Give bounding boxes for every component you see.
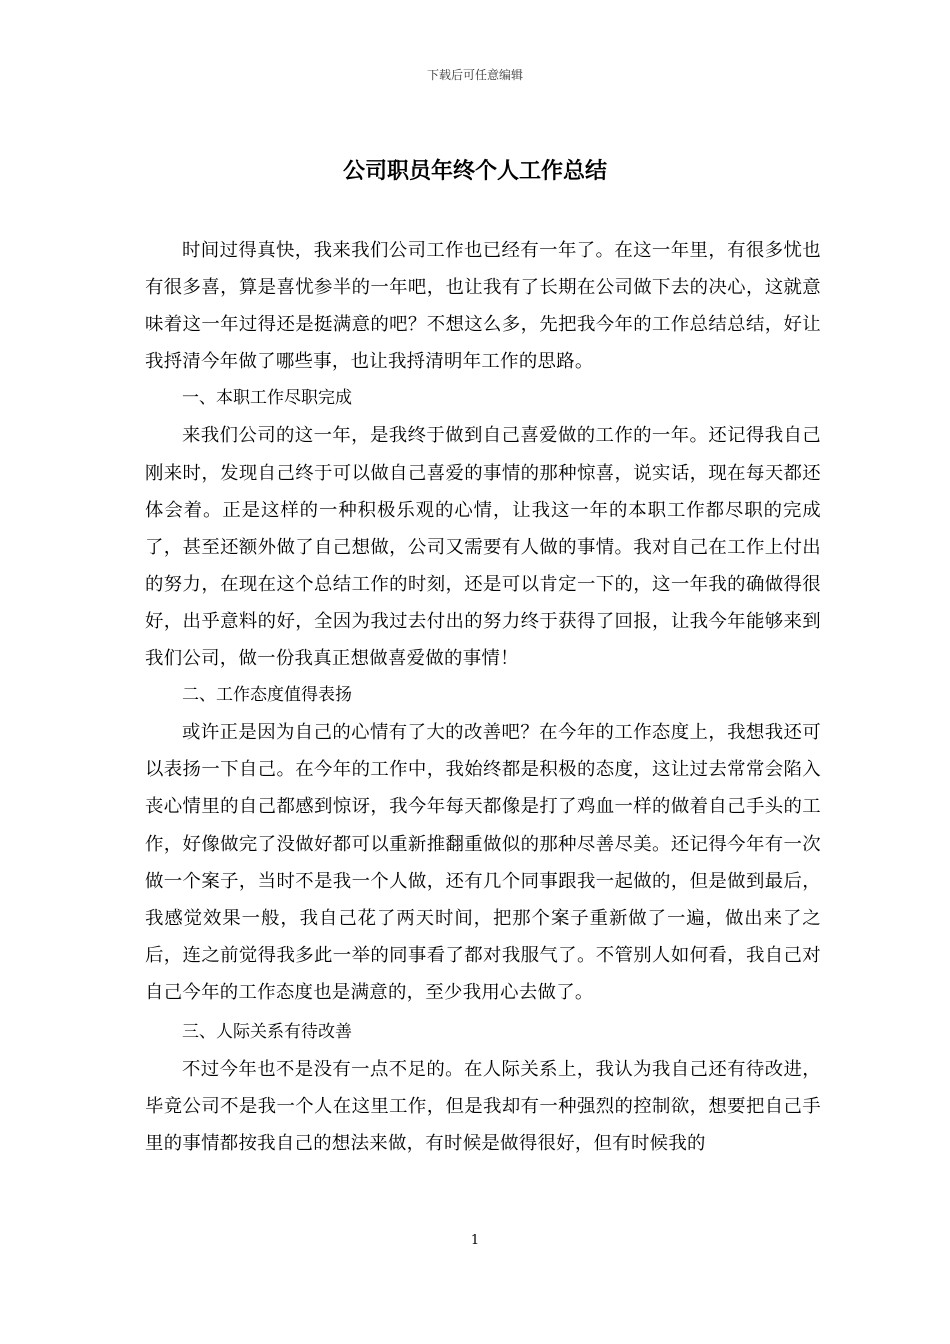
section-paragraph-duties: 来我们公司的这一年，是我终于做到自己喜爱做的工作的一年。还记得我自己刚来时，发现自己终于可以做自己喜爱的事情的那种惊喜，说实话，现在每天都还体会着。正是这样的一种积极乐观的心情，让我这一年的本职工作都尽职的完成了，甚至还额外做了自己想做，公司又需要有人做的事情。我对自己在工作上付出的努力，在现在这个总结工作的时刻，还是可以肯定一下的，这一年我的确做得很好，出乎意料的好，全因为我过去付出的努力终于获得了回报，让我今年能够来到我们公司，做一份我真正想做喜爱做的事情！ [145, 425, 821, 670]
section-paragraph-relationships: 不过今年也不是没有一点不足的。在人际关系上，我认为我自己还有待改进，毕竟公司不是我一个人在这里工作，但是我却有一种强烈的控制欲，想要把自己手里的事情都按我自己的想法来做，有时候是做得很好，但有时候我的 [145, 1059, 821, 1155]
section-heading-attitude: 二、工作态度值得表扬 [182, 685, 352, 706]
section-heading-relationships: 三、人际关系有待改善 [182, 1021, 352, 1042]
document-title: 公司职员年终个人工作总结 [342, 158, 607, 184]
section-heading-duties: 一、本职工作尽职完成 [182, 388, 352, 409]
header-note: 下载后可任意编辑 [426, 68, 523, 82]
intro-paragraph: 时间过得真快，我来我们公司工作也已经有一年了。在这一年里，有很多忧也有很多喜，算是喜忧参半的一年吧，也让我有了长期在公司做下去的决心，这就意味着这一年过得还是挺满意的吧？不想这么多，先把我今年的工作总结总结，好让我捋清今年做了哪些事，也让我捋清明年工作的思路。 [145, 240, 821, 373]
document-body [145, 232, 821, 1162]
page-number: 1 [470, 1233, 480, 1248]
section-paragraph-attitude: 或许正是因为自己的心情有了大的改善吧？在今年的工作态度上，我想我还可以表扬一下自己。在今年的工作中，我始终都是积极的态度，这让过去常常会陷入丧心情里的自己都感到惊讶，我今年每天都像是打了鸡血一样的做着自己手头的工作，好像做完了没做好都可以重新推翻重做似的那种尽善尽美。还记得今年有一次做一个案子，当时不是我一个人做，还有几个同事跟我一起做的，但是做到最后，我感觉效果一般，我自己花了两天时间，把那个案子重新做了一遍，做出来了之后，连之前觉得我多此一举的同事看了都对我服气了。不管别人如何看，我自己对自己今年的工作态度也是满意的，至少我用心去做了。 [145, 722, 821, 1003]
